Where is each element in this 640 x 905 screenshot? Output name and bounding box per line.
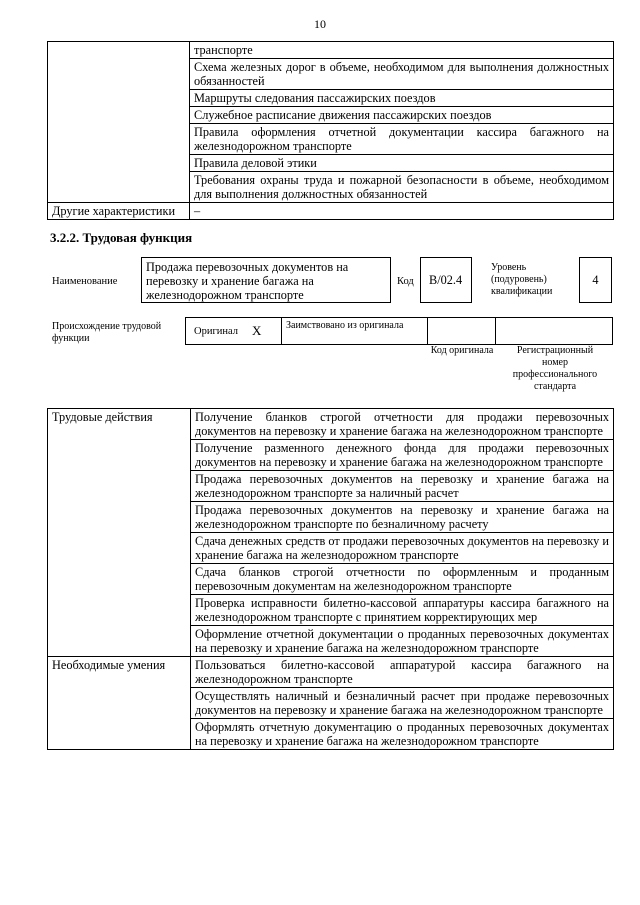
labor-action-item: Сдача бланков строгой отчетности по оформленным и проданным перевозочным документам на железнодорожном транспорте	[191, 564, 614, 595]
knowledge-item: Схема железных дорог в объеме, необходимом для выполнения должностных обязанностей	[190, 59, 614, 90]
labor-action-item: Продажа перевозочных документов на перевозку и хранение багажа на железнодорожном транспорте по безналичному расчету	[191, 502, 614, 533]
page-number: 10	[314, 17, 326, 31]
origin-code-cell	[428, 318, 496, 344]
function-name: Продажа перевозочных документов на перевозку и хранение багажа на железнодорожном транспорте	[146, 260, 349, 302]
labor-action-item: Получение бланков строгой отчетности для продажи перевозочных документов на перевозку и хранение багажа на железнодорожном транспорте	[191, 409, 614, 440]
knowledge-item: Требования охраны труда и пожарной безопасности в объеме, необходимом для выполнения должностных обязанностей	[190, 172, 614, 203]
original-label: Оригинал	[194, 325, 238, 337]
labor-action-item: Оформление отчетной документации о проданных перевозочных документах на перевозку и хранение багажа на железнодорожном транспорте	[191, 626, 614, 657]
table-row	[48, 657, 614, 688]
level-label: Уровень (подуровень) квалификации	[491, 262, 553, 297]
original-cell	[186, 318, 282, 344]
code-box	[420, 257, 472, 303]
required-skill-item: Оформлять отчетную документацию о проданных перевозочных документах на перевозку и хранение багажа на железнодорожном транспорте	[191, 719, 614, 750]
other-characteristics-label: Другие характеристики	[48, 203, 190, 220]
reg-number-cell	[496, 318, 612, 344]
row-label-empty	[48, 42, 190, 203]
required-skills-label: Необходимые умения	[48, 657, 191, 750]
section-title: 3.2.2. Трудовая функция	[50, 230, 193, 245]
name-label: Наименование	[52, 276, 118, 287]
code-value: B/02.4	[429, 273, 463, 287]
labor-action-item: Сдача денежных средств от продажи перевозочных документов на перевозку и хранение багажа на железнодорожном транспорте	[191, 533, 614, 564]
origin-label: Происхождение трудовой функции	[52, 321, 162, 344]
knowledge-item: Правила оформления отчетной документации кассира багажного на железнодорожном транспорте	[190, 124, 614, 155]
reg-caption: Регистрационный номер профессионального стандарта	[512, 345, 598, 392]
labor-actions-label: Трудовые действия	[48, 409, 191, 657]
borrowed-cell	[282, 318, 428, 344]
code-label: Код	[397, 276, 414, 287]
borrowed-label: Заимствовано из оригинала	[286, 320, 404, 331]
knowledge-item: Маршруты следования пассажирских поездов	[190, 90, 614, 107]
function-table	[47, 408, 614, 750]
function-name-box	[141, 257, 391, 303]
level-value: 4	[592, 273, 599, 287]
origin-row	[185, 317, 613, 345]
table-row	[48, 203, 614, 220]
original-mark: X	[252, 323, 262, 338]
code-caption: Код оригинала	[430, 345, 494, 356]
labor-action-item: Продажа перевозочных документов на перевозку и хранение багажа на железнодорожном транспорте за наличный расчет	[191, 471, 614, 502]
knowledge-item: транспорте	[190, 42, 614, 59]
table-row	[48, 409, 614, 440]
required-skill-item: Пользоваться билетно-кассовой аппаратурой кассира багажного на железнодорожном транспорте	[191, 657, 614, 688]
level-box	[579, 257, 612, 303]
required-skill-item: Осуществлять наличный и безналичный расчет при продаже перевозочных документов на перевозку и хранение багажа на железнодорожном транспорте	[191, 688, 614, 719]
labor-action-item: Получение разменного денежного фонда для продажи перевозочных документов на перевозку и хранение багажа на железнодорожном транспорте	[191, 440, 614, 471]
knowledge-table	[47, 41, 614, 220]
table-row	[48, 42, 614, 59]
knowledge-item: Правила деловой этики	[190, 155, 614, 172]
knowledge-item: Служебное расписание движения пассажирских поездов	[190, 107, 614, 124]
other-characteristics-value: –	[190, 203, 614, 220]
labor-action-item: Проверка исправности билетно-кассовой аппаратуры кассира багажного на железнодорожном транспорте с принятием корректирующих мер	[191, 595, 614, 626]
